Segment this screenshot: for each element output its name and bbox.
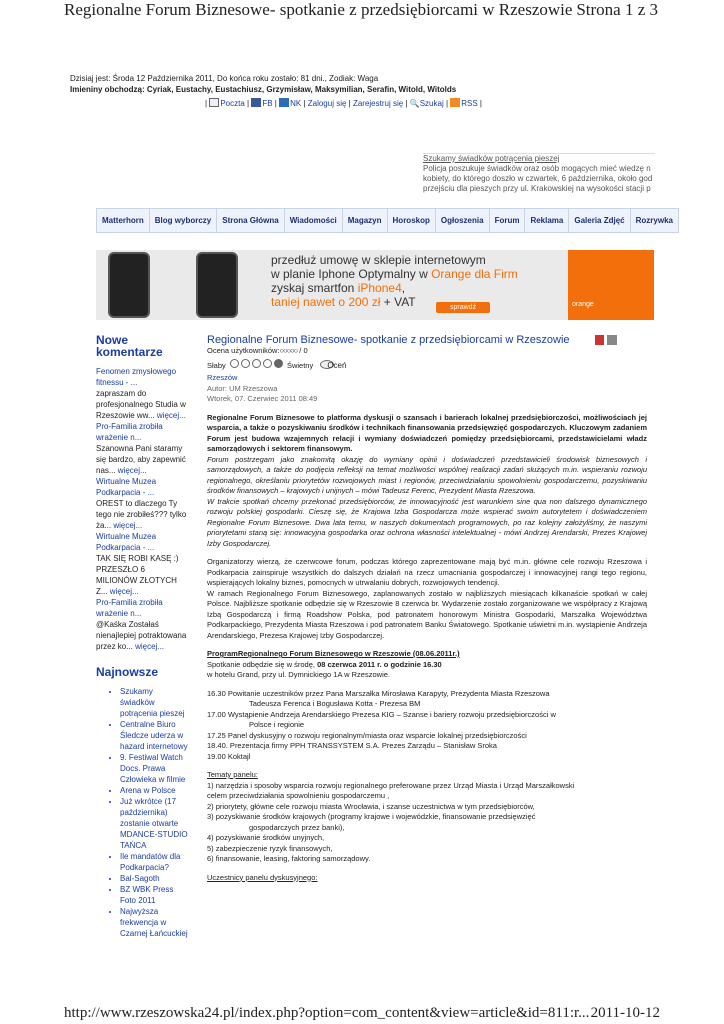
- topic-item: 6) finansowanie, leasing, faktoring samorządowy.: [207, 854, 371, 863]
- schedule-item: 17.00 Wystąpienie Andrzeja Arendarskiego Prezesa KIG – Szanse i bariery rozwoju przedsiębiorczości w: [207, 709, 556, 719]
- login-link[interactable]: Zaloguj się: [307, 99, 347, 108]
- article-author: Autor: UM Rzeszowa: [207, 383, 278, 393]
- ticker-line: kobiety, do którego doszło w czwartek, 6 października, około god: [423, 174, 653, 183]
- schedule-item: 17.25 Panel dyskusyjny o rozwoju regionalnym/miasta oraz wsparcie lokalnej przedsiębiorczości: [207, 730, 527, 740]
- nav-advertising[interactable]: Reklama: [525, 209, 569, 232]
- date-line: Dzisiaj jest: Środa 12 Października 2011, Do końca roku zostało: 81 dni., Zodiak: Waga: [70, 74, 379, 83]
- facebook-icon: [251, 98, 261, 107]
- nav-matterhorn[interactable]: Matterhorn: [97, 209, 150, 232]
- more-link[interactable]: więcej...: [156, 411, 186, 420]
- latest-item[interactable]: Centralne Biuro Śledcze uderza w hazard internetowy: [120, 720, 188, 751]
- article-date: Wtorek, 07. Czerwiec 2011 08:49: [207, 394, 318, 403]
- print-page-number: Strona 1 z 3: [576, 0, 658, 19]
- schedule-item: 19.00 Koktajl: [207, 751, 251, 761]
- rating-stars: ○○○○○: [279, 346, 298, 355]
- topic-item: gospodarczych przez banki),: [249, 822, 345, 832]
- latest-item[interactable]: Ile mandatów dla Podkarpacia?: [120, 852, 181, 872]
- rating-radio[interactable]: [230, 359, 239, 368]
- mail-icon: [209, 98, 219, 107]
- orange-logo: orange: [568, 250, 654, 320]
- nav-fun[interactable]: Rozrywka: [635, 216, 673, 225]
- register-link[interactable]: Zarejestruj się: [352, 99, 404, 108]
- schedule-item: 16.30 Powitanie uczestników przez Pana Marszałka Mirosława Karapyty, Prezydenta Miasta Rzeszowa: [207, 688, 550, 698]
- comment-link[interactable]: Pro-Familia zrobiła wrażenie n...: [96, 422, 163, 442]
- latest-item[interactable]: Szukamy świadków potrącenia pieszej: [120, 687, 185, 718]
- ticker-line: przejściu dla pieszych przy ul. Krakowskiej na wysokości stacji p: [423, 184, 651, 193]
- more-link[interactable]: więcej...: [117, 466, 147, 475]
- top-links: | Poczta | FB | NK | Zaloguj się | Zarejestruj się | 🔍Szukaj | RSS |: [205, 99, 483, 108]
- ad-check-button[interactable]: sprawdź: [436, 302, 490, 313]
- ad-text: [271, 253, 518, 309]
- topic-item: 4) pozyskiwanie środków unyjnych,: [207, 833, 325, 842]
- ticker-title: Szukamy świadków potrącenia pieszej: [423, 154, 560, 163]
- ad-line: przedłuż umowę w sklepie internetowym: [271, 253, 486, 267]
- rss-icon: [450, 98, 460, 107]
- print-header: [0, 0, 724, 20]
- latest-item[interactable]: 9. Festiwal Watch Docs. Prawa Człowieka w filmie: [120, 753, 186, 784]
- poczta-link[interactable]: Poczta: [220, 99, 245, 108]
- comments-list: Fenomen zmysłowego fitnessu - ... zapraszam do profesjonalnego Studia w Rzeszowie ww... więcej... Pro-Familia zrobiła wrażenie n... Szanowna Pani staramy się bardzo, aby zapewnić nas... więcej... Wirtualne Muzea Podkarpacia - ... OREST to dlaczego Ty tego nie zrobiłeś??? tylko ża... więcej... Wirtualne Muzea Podkarpacia - ... TAK SIĘ ROBI KASĘ :) PRZESZŁO 6 MILIONÓW ZŁOTYCH Z... więcej... Pro-Familia zrobiła wrażenie n... @Kaśka Zostałaś nienajlepiej potraktowana przez ko... więcej...: [96, 367, 187, 651]
- ad-line: taniej nawet o 200 zł + VAT: [271, 295, 416, 309]
- nav-news[interactable]: Wiadomości: [285, 209, 343, 232]
- nav-gallery[interactable]: Galeria Zdjęć: [569, 209, 630, 232]
- nav-forum[interactable]: Forum: [490, 209, 526, 232]
- search-link[interactable]: Szukaj: [419, 99, 444, 108]
- ad-line: zyskaj smartfon iPhone4,: [271, 281, 406, 295]
- print-title: Regionalne Forum Biznesowe- spotkanie z przedsiębiorcami w Rzeszowie: [64, 0, 573, 19]
- program-where: w hotelu Grand, przy ul. Dymnickiego 1A w Rzeszowie.: [207, 670, 390, 679]
- nameday-line: Imieniny obchodzą: Cyriak, Eustachy, Eustachiusz, Grzymisław, Maksymilian, Serafin, Witold, Witolds: [70, 85, 457, 94]
- article-lead: Regionalne Forum Biznesowe to platforma dyskusji o szansach i barierach lokalnej przedsiębiorczości, możliwościach jej wsparcia, a także o pozyskiwaniu środków i technikach finansowania przedsięwzięć gospodarczych. Kluczowym zadaniem Forum jest budowa wzajemnych relacji i wymiany doświadczeń pomiędzy przedsiębiorcami, przedstawicielami władz samorządowych i sektorem finansowym.: [207, 412, 647, 453]
- rating-form: Słaby Świetny Oceń: [207, 360, 347, 370]
- article: [207, 334, 647, 883]
- schedule-item: Tadeusza Ferenca i Bogusława Kotta - Prezesa BM: [249, 699, 421, 708]
- article-category[interactable]: Rzeszów: [207, 373, 238, 382]
- program-title: ProgramRegionalnego Forum Biznesowego w Rzeszowie (08.06.2011r.): [207, 649, 460, 658]
- more-link[interactable]: więcej...: [109, 587, 139, 596]
- rating-radio[interactable]: [241, 359, 250, 368]
- latest-item[interactable]: Bal-Sagoth: [120, 874, 160, 883]
- topic-item: 1) narzędzia i sposoby wsparcia rozwoju regionalnego preferowane przez Urząd Miasta i Urząd Marszałkowski: [207, 780, 575, 790]
- news-ticker[interactable]: [423, 153, 655, 193]
- latest-item[interactable]: Najwyższa frekwencja w Czarnej Łańcuckiej: [120, 907, 188, 938]
- latest-item[interactable]: BZ WBK Press Foto 2011: [120, 885, 174, 905]
- nav-magazine[interactable]: Magazyn: [343, 209, 388, 232]
- topic-item: 5) zabezpieczenie ryzyk finansowych,: [207, 843, 333, 853]
- nk-icon: [279, 98, 289, 107]
- nav-home[interactable]: Strona Główna: [217, 209, 284, 232]
- rating-radio[interactable]: [274, 359, 283, 368]
- schedule-item: 18.40. Prezentacja firmy PPH TRANSSYSTEM S.A. Prezes Zarządu – Stanisław Sroka: [207, 741, 497, 750]
- rate-button[interactable]: Oceń: [320, 360, 334, 369]
- schedule-item: Polsce i regionie: [249, 720, 305, 729]
- article-title: Regionalne Forum Biznesowe- spotkanie z przedsiębiorcami w Rzeszowie: [207, 334, 570, 346]
- latest-item[interactable]: Arena w Polsce: [120, 786, 176, 795]
- nk-link[interactable]: NK: [290, 99, 302, 108]
- print-footer: [0, 1005, 724, 1024]
- phone-image: [108, 252, 150, 318]
- rss-link[interactable]: RSS: [461, 99, 478, 108]
- comment-link[interactable]: Wirtualne Muzea Podkarpacia - ...: [96, 532, 157, 552]
- rating-line: Ocena użytkowników:○○○○○ / 0: [207, 346, 308, 355]
- latest-list: [96, 686, 188, 939]
- latest-title: Najnowsze: [96, 665, 159, 679]
- comment-link[interactable]: Pro-Familia zrobiła wrażenie n...: [96, 598, 163, 618]
- print-url: http://www.rzeszowska24.pl/index.php?option=com_content&view=article&id=811:r...: [64, 1005, 590, 1021]
- main-nav: [96, 208, 679, 233]
- more-link[interactable]: więcej...: [135, 642, 165, 651]
- comment-link[interactable]: Fenomen zmysłowego fitnessu - ...: [96, 367, 177, 387]
- topics-title: Tematy panelu:: [207, 770, 258, 779]
- article-quote: Forum postrzegam jako znakomitą okazję do wymiany opinii i doświadczeń przedstawicieli środowisk biznesowych i samorządowych, a także do podjęcia refleksji na temat możliwości wspólnej realizacji zadań służących m.in. wspieraniu rozwoju regionalnego, określaniu priorytetów rozwojowych miast i regionów, przeciwdziałaniu spowolnieniu gospodarczemu, pozyskiwaniu środków finansowych – krajowych i unijnych – mówi Tadeusz Ferenc, Prezydent Miasta Rzeszowa.: [207, 454, 647, 495]
- ad-line: w planie Iphone Optymalny w Orange dla Firm: [271, 267, 518, 281]
- nav-ads[interactable]: Ogłoszenia: [436, 209, 490, 232]
- search-icon: 🔍: [409, 99, 420, 108]
- print-date: 2011-10-12: [590, 1005, 660, 1021]
- nav-horoscope[interactable]: Horoskop: [388, 209, 436, 232]
- program-when: Spotkanie odbędzie się w środę, 08 czerwca 2011 r. o godzinie 16.30: [207, 659, 442, 669]
- latest-item[interactable]: Już wkrótce (17 października) zostanie otwarte MDANCE-STUDIO TAŃCA: [120, 797, 188, 850]
- date-info: [70, 73, 456, 95]
- rating-radio[interactable]: [252, 359, 261, 368]
- topic-item: celem przeciwdziałania spowolnieniu gospodarczemu ,: [207, 791, 390, 800]
- comments-title: Nowe komentarze: [96, 333, 163, 359]
- article-quote: W trakcie spotkań chcemy przekonać przedsiębiorców, że innowacyjność jest warunkiem sine qua non dalszego dynamicznego rozwoju polskiej gospodarki. Cieszę się, że Krajowa Izba Gospodarcza może wspierać swoim autorytetem i doświadczeniem Regionalne Forum Biznesowe. Dwa lata temu, w naszych dokumentach programowych, po raz kolejny założyliśmy, że naszymi priorytetami staną się: innowacyjna gospodarka oraz ochrona własności intelektualnej - mówi Andrzej Arendarski, Prezes Krajowej Izby Gospodarczej.: [207, 496, 647, 548]
- fb-link[interactable]: FB: [262, 99, 273, 108]
- comment-link[interactable]: Wirtualne Muzea Podkarpacia - ...: [96, 477, 157, 497]
- topic-item: 2) priorytety, główne cele rozwoju miasta Wrocławia, i szanse uczestnictwa w tym przedsiębiorców,: [207, 801, 535, 811]
- article-paragraph: W ramach Regionalnego Forum Biznesowego, zaplanowanych zostało w najbliższych miesiącach kilkanaście spotkań w całej Polsce. Najbliższe spotkanie odbędzie się w Rzeszowie 8 czerwca br. Wydarzenie zostało zorganizowane we współpracy z Krajową Izbą Gospodarczą i firmą Roadshow Polska, pod patronatem honorowym Ministra Gospodarki, Marszałka Województwa Podkarpackiego, Prezydenta Miasta Rzeszowa i pod patronatem Banku Światowego. Spotkanie uświetni m.in. wystąpienie Andrzeja Arendarskiego, Prezesa Krajowej Izby Gospodarczej.: [207, 588, 647, 640]
- phone-image: [196, 252, 238, 318]
- nav-blog[interactable]: Blog wyborczy: [150, 209, 217, 232]
- rating-radio[interactable]: [263, 359, 272, 368]
- ad-banner[interactable]: [96, 250, 654, 320]
- participants-title: Uczestnicy panelu dyskusyjnego:: [207, 872, 318, 882]
- sidebar: [96, 334, 188, 939]
- more-link[interactable]: więcej...: [113, 521, 143, 530]
- topic-item: 3) pozyskiwanie środków krajowych (programy krajowe i wojewódzkie, finansowanie przedsięwzięć: [207, 812, 536, 821]
- ticker-line: Policja poszukuje świadków oraz osób mogących mieć wiedzę n: [423, 164, 651, 173]
- article-paragraph: Organizatorzy wierzą, że czerwcowe forum, podczas którego zaprezentowane mają być m.in. główne cele rozwoju Rzeszowa i Podkarpacia zainspiruje wszystkich do dalszych działań na rzecz umacniania gospodarczej i innowacyjnej rangi tego regionu, wspierających lokalny biznes, pomocnych w utrwalaniu dobrych, rozwojowych tendencji.: [207, 557, 647, 587]
